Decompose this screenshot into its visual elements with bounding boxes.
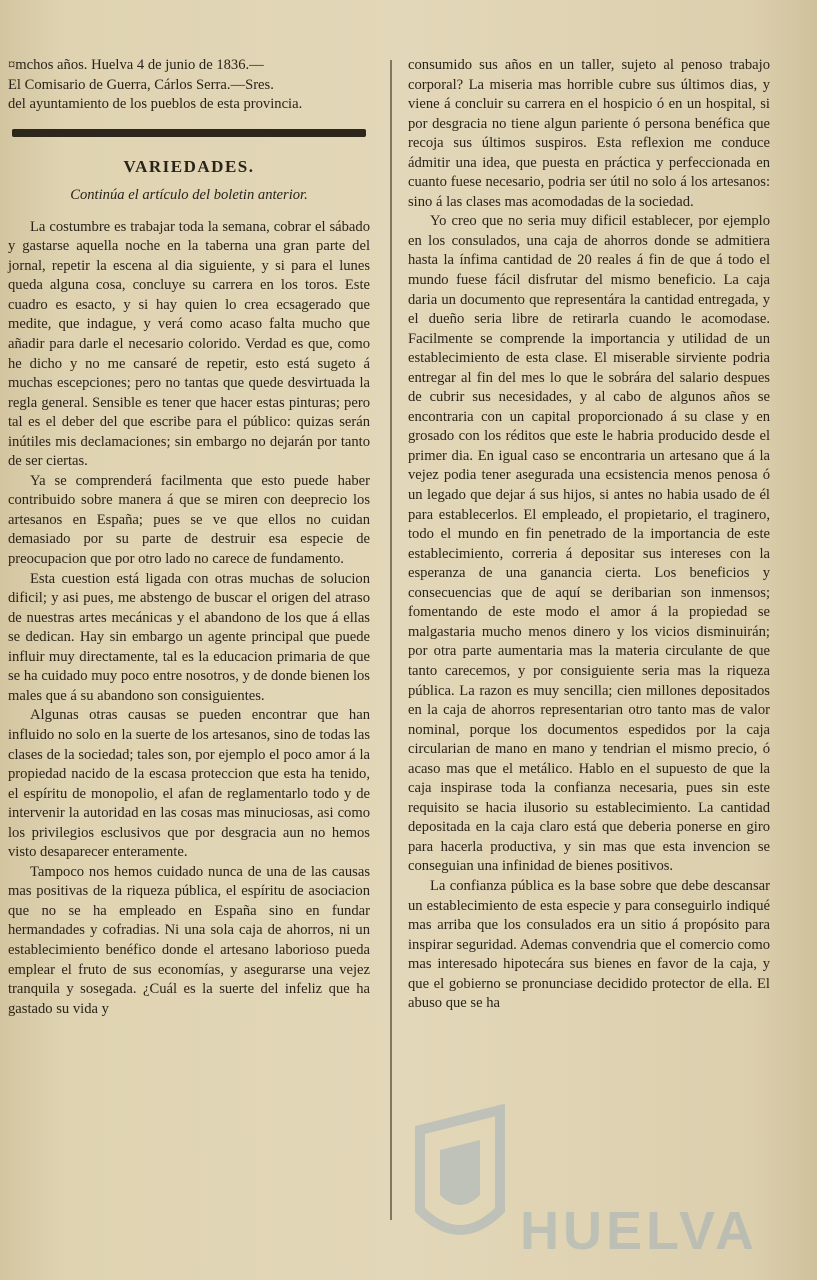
left-column (8, 56, 370, 1019)
paragraph: Yo creo que no seria muy dificil establecer, por ejemplo en los consulados, una caja de ahorros donde se admitiera hasta la ínfima cantidad de 20 reales á fin de que á todo el mundo fuese fácil disfrutar del mismo beneficio. La caja daria un documento que representára la cantidad entregada, y el dueño seria libre de retirarla cuando le acomodase. Facilmente se comprende la importancia y utilidad de un establecimiento de esta clase. El miserable sirviente podria entregar al fin del mes lo que le sobrára del salario despues de cubrir sus necesidades, y al cabo de algunos años se encontraria con un capital proporcionado á su clase y en grosado con los réditos que este le habria producido desde el primer dia. En igual caso se encontraria un artesano que á la vejez podia tener asegurada una ecsistencia menos penosa ó un legado que dejar á sus hijos, si antes no habia usado de él para establecerlos. El empleado, el propietario, el traginero, todo el mundo en fin penetrado de la importancia de este establecimiento, correria á depositar sus intereses con la esperanza de una ganancia cierta. Los beneficios y consecuencias que de aquí se deribarian son inmensos; fomentando de este modo el amor á la propiedad se malgastaria mucho menos dinero y los vicios disminuirán; por otra parte aumentaria mas la materia circulante de que tanto carecemos, y por consiguiente seria mas la riqueza pública. La razon es muy sencilla; cien millones depositados en la caja de ahorros representarian otro tanto mas de valor nominal, porque los documentos espedidos por la caja circularian de mano en mano y tendrian el mismo precio, ó acaso mas que el metálico. Hablo en el supuesto de que la caja inspirase toda la confianza necesaria, pues sin este requisito se hacia ilusorio su establecimiento. La cantidad depositada en la caja claro está que deberia ponerse en giro para hacerla productiva, y sin mas que esta invencion se conseguian una infinidad de bienes positivos. (408, 213, 770, 875)
paragraph: Tampoco nos hemos cuidado nunca de una de las causas mas positivas de la riqueza pública, el espíritu de asociacion que no se ha empleado en España sino en fundar hermandades y cofradias. Ni una sola caja de ahorros, ni un establecimiento benéfico donde el artesano laborioso pueda emplear el fruto de sus economías, y asegurarse una vejez tranquila y sosegada. ¿Cuál es la suerte del infeliz que ha gastado su vida y (8, 863, 370, 1017)
huelva-watermark (410, 1090, 770, 1280)
header-line: ¤mchos años. Huelva 4 de junio de 1836.— (8, 57, 264, 73)
section-rule (12, 129, 366, 137)
paragraph: Ya se comprenderá facilmenta que esto puede haber contribuido sobre manera á que se miren con deeprecio los artesanos en España; pues se ve que ellos no cuidan demasiado por su parte de destruir esa especie de preocupacion que por otro lado no carece de fundamento. (8, 472, 370, 568)
paragraph: La confianza pública es la base sobre que debe descansar un establecimiento de esta especie y para conseguirlo indiqué mas arriba que los consulados era un sitio á propósito para inspirar seguridad. Ademas convendria que el comercio como mas interesado hipotecára sus bienes en favor de la caja, y que el gobierno se pronunciase decidido protector de ella. El abuso que se ha (408, 877, 770, 1012)
watermark-shield-icon (410, 1090, 770, 1280)
paragraph: consumido sus años en un taller, sujeto al penoso trabajo corporal? La miseria mas horrible cubre sus últimos dias, y viene á concluir su carrera en el hospicio ó en un hospital, si por desgracia no tiene algun pariente ó persona benéfica que recoja sus últimos suspiros. Esta reflexion me conduce ádmitir una idea, que puesta en práctica y perfeccionada en cuanto fuese necesario, podria ser útil no solo á los artesanos: sino á las clases mas acomodadas de la sociedad. (408, 57, 770, 210)
header-block (8, 56, 370, 115)
section-subtitle: Continúa el artículo del boletin anterior. (70, 187, 308, 204)
paragraph: Algunas otras causas se pueden encontrar que han influido no solo en la suerte de los artesanos, sino de todas las clases de la sociedad; tales son, por ejemplo el poco amor á la propiedad nacido de la escasa proteccion que esta ha tenido, el espíritu de monopolio, el afan de reglamentarlo todo y de intervenir la autoridad en las cosas mas minuciosas, asi como los privilegios esclusivos que por desgracia aun no hemos visto desaparecer enteramente. (8, 707, 370, 861)
paragraph: La costumbre es trabajar toda la semana, cobrar el sábado y gastarse aquella noche en la taberna una gran parte del jornal, repetir la escena al dia siguiente, y si para el lunes queda alguna cosa, concluye su carrera en los toros. Este cuadro es esacto, y si hay quien lo crea ecsagerado que medite, que indague, y verá como acaso falta mucho que añadir para darle el necesario colorido. Verdad es que, como he dicho y no me cansaré de repetir, esto está sugeto á muchas escepciones; pero no tantas que quede desvirtuada la regla general. Sensible es tener que hacer estas pinturas; pero tal es el deber del que escribe para el público: quizas serán inútiles mis declamaciones; sin embargo no dejarán por tanto de ser ciertas. (8, 218, 370, 470)
header-line: El Comisario de Guerra, Cárlos Serra.—Sres. (8, 76, 274, 93)
right-column (408, 56, 770, 1014)
column-divider (390, 60, 392, 1220)
paragraph: Esta cuestion está ligada con otras muchas de solucion dificil; y asi pues, me abstengo de buscar el origen del atraso de nuestras artes mecánicas y el abandono de los que á ellas se dedican. Hay sin embargo un agente principal que puede influir muy directamente, tal es la educacion primaria de que se ha cuidado muy poco entre nosotros, y de donde bienen los males que á su abandono son consiguientes. (8, 570, 370, 704)
header-line: del ayuntamiento de los pueblos de esta provincia. (8, 96, 303, 113)
section-title: VARIEDADES. (123, 156, 255, 176)
watermark-text: HUELVA (520, 1201, 758, 1261)
